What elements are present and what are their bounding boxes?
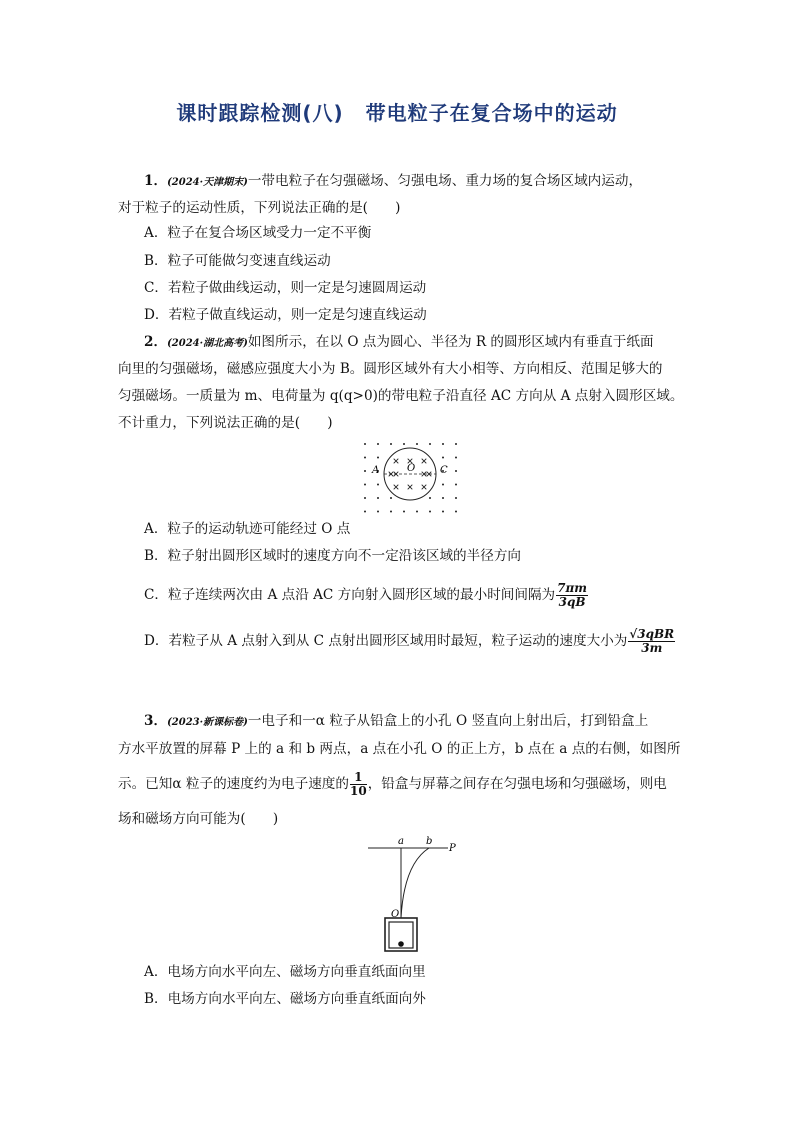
field-dot bbox=[377, 457, 379, 459]
q1-option-d: D．若粒子做直线运动，则一定是匀速直线运动 bbox=[144, 307, 427, 323]
q3-stem3a: 示。已知α 粒子的速度约为电子速度的 bbox=[118, 776, 349, 792]
q3-figure bbox=[360, 834, 470, 958]
field-dot bbox=[364, 443, 366, 445]
q1-number: 1． bbox=[144, 173, 168, 189]
q3-fraction bbox=[350, 771, 367, 798]
label-c: C bbox=[440, 465, 448, 476]
q2-option-d-text: D．若粒子从 A 点射入到从 C 点射出圆形区域用时最短，粒子运动的速度大小为 bbox=[144, 633, 628, 649]
field-dot bbox=[442, 511, 444, 513]
q2-stem2: 向里的匀强磁场，磁感应强度大小为 B。圆形区域外有大小相等、方向相反、范围足够大的 bbox=[118, 361, 663, 377]
q2-stem4: 不计重力，下列说法正确的是( ) bbox=[118, 415, 333, 431]
q3-option-b: B．电场方向水平向左、磁场方向垂直纸面向外 bbox=[144, 991, 426, 1007]
field-dot bbox=[455, 470, 457, 472]
q3-fraction-denominator: 10 bbox=[350, 784, 367, 798]
q1-option-b: B．粒子可能做匀变速直线运动 bbox=[144, 253, 331, 269]
q2-stem-line1 bbox=[144, 332, 654, 354]
field-dot bbox=[364, 511, 366, 513]
q2-stem3: 匀强磁场。一质量为 m、电荷量为 q(q>0)的带电粒子沿直径 AC 方向从 A 点射入圆形区域。 bbox=[118, 388, 684, 404]
q3-stem1: 一电子和一α 粒子从铅盒上的小孔 O 竖直向上射出后，打到铅盒上 bbox=[247, 713, 649, 729]
page-title bbox=[0, 97, 794, 126]
q2-d-numerator: √3qBR bbox=[629, 627, 675, 641]
q2-c-fraction bbox=[556, 582, 588, 609]
q2-option-c bbox=[144, 582, 589, 609]
q1-option-a: A．粒子在复合场区域受力一定不平衡 bbox=[144, 225, 372, 241]
field-dot bbox=[377, 484, 379, 486]
q3-source: (2023·新课标卷) bbox=[167, 717, 248, 728]
field-dot bbox=[403, 511, 405, 513]
q3-stem3 bbox=[118, 771, 667, 798]
field-dot bbox=[442, 497, 444, 499]
q2-c-denominator: 3qB bbox=[558, 595, 586, 609]
electron-path bbox=[401, 848, 429, 918]
field-dot bbox=[377, 497, 379, 499]
q2-d-denominator: 3m bbox=[641, 641, 663, 655]
q2-d-fraction bbox=[628, 628, 675, 655]
field-dot bbox=[364, 484, 366, 486]
field-dot bbox=[390, 511, 392, 513]
field-dot bbox=[364, 457, 366, 459]
field-dot bbox=[416, 511, 418, 513]
label-o-hole: O bbox=[391, 909, 400, 920]
q2-option-b: B．粒子射出圆形区域时的速度方向不一定沿该区域的半径方向 bbox=[144, 548, 522, 564]
label-o: O bbox=[407, 463, 416, 474]
q1-option-c: C．若粒子做曲线运动，则一定是匀速圆周运动 bbox=[144, 280, 427, 296]
label-a: A bbox=[372, 465, 380, 476]
field-dot bbox=[442, 443, 444, 445]
title-right: 带电粒子在复合场中的运动 bbox=[365, 101, 618, 125]
q2-option-a: A．粒子的运动轨迹可能经过 O 点 bbox=[144, 521, 351, 537]
q2-c-numerator: 7πm bbox=[557, 581, 587, 595]
label-b-point: b bbox=[426, 836, 433, 847]
q1-stem-line1 bbox=[144, 171, 642, 193]
q3-fraction-numerator: 1 bbox=[350, 771, 367, 785]
field-dot bbox=[390, 497, 392, 499]
q2-stem1: 如图所示，在以 O 点为圆心、半径为 R 的圆形区域内有垂直于纸面 bbox=[247, 334, 654, 350]
q1-source: (2024·天津期末) bbox=[167, 177, 248, 188]
q1-stem1: 一带电粒子在匀强磁场、匀强电场、重力场的复合场区域内运动， bbox=[247, 173, 643, 189]
field-dot bbox=[429, 497, 431, 499]
field-dot bbox=[455, 443, 457, 445]
label-screen-p: P bbox=[449, 843, 456, 854]
field-dot bbox=[403, 443, 405, 445]
q2-source: (2024·湖北高考) bbox=[167, 338, 248, 349]
field-dot bbox=[377, 443, 379, 445]
label-a-point: a bbox=[398, 836, 404, 847]
field-dot bbox=[455, 484, 457, 486]
field-dot bbox=[364, 497, 366, 499]
field-dot bbox=[455, 457, 457, 459]
field-dot bbox=[442, 457, 444, 459]
q3-option-a: A．电场方向水平向左、磁场方向垂直纸面向里 bbox=[144, 964, 426, 980]
source-dot bbox=[398, 941, 404, 947]
q3-stem3b: ，铅盒与屏幕之间存在匀强电场和匀强磁场，则电 bbox=[367, 776, 667, 792]
q2-option-c-text: C．粒子连续两次由 A 点沿 AC 方向射入圆形区域的最小时间间隔为 bbox=[144, 587, 556, 603]
field-dot bbox=[416, 443, 418, 445]
q2-option-d bbox=[144, 628, 676, 655]
q3-number: 3． bbox=[144, 713, 168, 729]
q1-stem2: 对于粒子的运动性质，下列说法正确的是( ) bbox=[118, 200, 401, 216]
field-dot bbox=[364, 470, 366, 472]
q2-figure bbox=[355, 436, 465, 514]
title-left: 课时跟踪检测(八) bbox=[176, 101, 344, 125]
field-dot bbox=[442, 484, 444, 486]
field-dot bbox=[429, 511, 431, 513]
field-dot bbox=[390, 443, 392, 445]
q3-stem4: 场和磁场方向可能为( ) bbox=[118, 811, 279, 827]
field-dot bbox=[429, 443, 431, 445]
q3-stem-line1 bbox=[144, 711, 648, 733]
field-dot bbox=[377, 511, 379, 513]
q3-stem2: 方水平放置的屏幕 P 上的 a 和 b 两点，a 点在小孔 O 的正上方，b 点在 a 点的右侧，如图所 bbox=[118, 741, 681, 757]
q2-number: 2． bbox=[144, 334, 168, 350]
field-dot bbox=[455, 511, 457, 513]
field-dot bbox=[455, 497, 457, 499]
